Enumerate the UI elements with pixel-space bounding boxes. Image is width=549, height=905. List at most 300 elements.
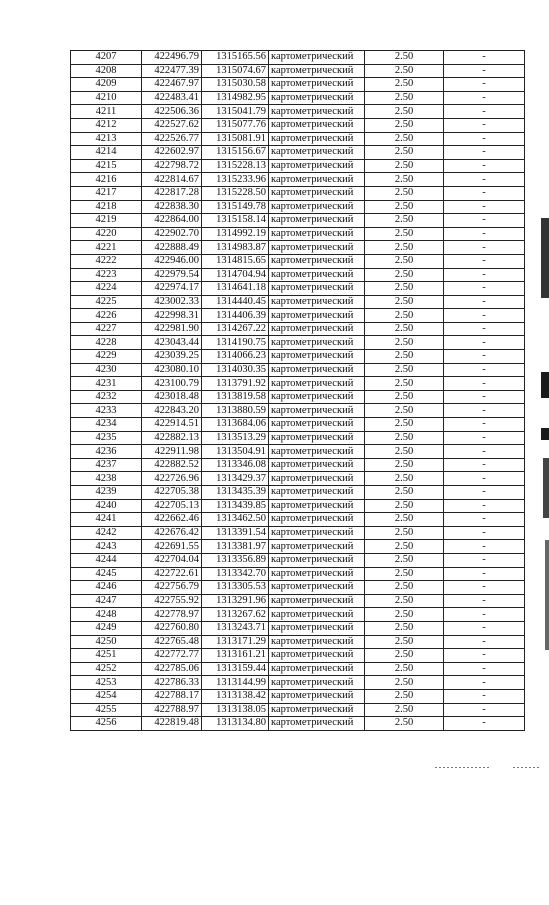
x-coordinate-cell: 422998.31 <box>142 309 202 323</box>
method-cell: картометрический <box>269 404 365 418</box>
y-coordinate-cell: 1315156.67 <box>202 146 269 160</box>
point-number-cell: 4224 <box>71 282 142 296</box>
y-coordinate-cell: 1313171.29 <box>202 635 269 649</box>
description-cell: - <box>444 608 525 622</box>
method-cell: картометрический <box>269 173 365 187</box>
scan-smudge-line <box>513 767 539 768</box>
point-number-cell: 4241 <box>71 513 142 527</box>
method-cell: картометрический <box>269 621 365 635</box>
description-cell: - <box>444 553 525 567</box>
table-row <box>71 241 525 255</box>
y-coordinate-cell: 1314066.23 <box>202 350 269 364</box>
x-coordinate-cell: 422772.77 <box>142 649 202 663</box>
error-cell: 2.50 <box>365 649 444 663</box>
description-cell: - <box>444 363 525 377</box>
table-row <box>71 649 525 663</box>
table-row <box>71 295 525 309</box>
method-cell: картометрический <box>269 336 365 350</box>
method-cell: картометрический <box>269 214 365 228</box>
table-row <box>71 431 525 445</box>
error-cell: 2.50 <box>365 553 444 567</box>
x-coordinate-cell: 423002.33 <box>142 295 202 309</box>
y-coordinate-cell: 1315074.67 <box>202 64 269 78</box>
method-cell: картометрический <box>269 649 365 663</box>
method-cell: картометрический <box>269 64 365 78</box>
x-coordinate-cell: 422467.97 <box>142 78 202 92</box>
method-cell: картометрический <box>269 717 365 731</box>
error-cell: 2.50 <box>365 350 444 364</box>
table-row <box>71 309 525 323</box>
x-coordinate-cell: 422788.97 <box>142 703 202 717</box>
error-cell: 2.50 <box>365 662 444 676</box>
description-cell: - <box>444 581 525 595</box>
y-coordinate-cell: 1313429.37 <box>202 472 269 486</box>
error-cell: 2.50 <box>365 91 444 105</box>
x-coordinate-cell: 422778.97 <box>142 608 202 622</box>
description-cell: - <box>444 51 525 65</box>
method-cell: картометрический <box>269 159 365 173</box>
description-cell: - <box>444 132 525 146</box>
point-number-cell: 4231 <box>71 377 142 391</box>
point-number-cell: 4228 <box>71 336 142 350</box>
point-number-cell: 4222 <box>71 254 142 268</box>
x-coordinate-cell: 422888.49 <box>142 241 202 255</box>
error-cell: 2.50 <box>365 703 444 717</box>
y-coordinate-cell: 1314641.18 <box>202 282 269 296</box>
description-cell: - <box>444 594 525 608</box>
table-row <box>71 703 525 717</box>
description-cell: - <box>444 676 525 690</box>
description-cell: - <box>444 418 525 432</box>
x-coordinate-cell: 422786.33 <box>142 676 202 690</box>
table-row <box>71 268 525 282</box>
x-coordinate-cell: 422882.13 <box>142 431 202 445</box>
x-coordinate-cell: 422819.48 <box>142 717 202 731</box>
point-number-cell: 4252 <box>71 662 142 676</box>
error-cell: 2.50 <box>365 717 444 731</box>
coordinates-table <box>70 50 525 731</box>
description-cell: - <box>444 64 525 78</box>
x-coordinate-cell: 422760.80 <box>142 621 202 635</box>
point-number-cell: 4214 <box>71 146 142 160</box>
y-coordinate-cell: 1315228.13 <box>202 159 269 173</box>
point-number-cell: 4243 <box>71 540 142 554</box>
method-cell: картометрический <box>269 431 365 445</box>
error-cell: 2.50 <box>365 227 444 241</box>
error-cell: 2.50 <box>365 689 444 703</box>
x-coordinate-cell: 422691.55 <box>142 540 202 554</box>
table-row <box>71 78 525 92</box>
method-cell: картометрический <box>269 146 365 160</box>
table-row <box>71 404 525 418</box>
point-number-cell: 4236 <box>71 445 142 459</box>
x-coordinate-cell: 422788.17 <box>142 689 202 703</box>
point-number-cell: 4242 <box>71 526 142 540</box>
y-coordinate-cell: 1314992.19 <box>202 227 269 241</box>
x-coordinate-cell: 422704.04 <box>142 553 202 567</box>
table-row <box>71 540 525 554</box>
error-cell: 2.50 <box>365 594 444 608</box>
scan-edge-mark <box>541 218 549 298</box>
description-cell: - <box>444 662 525 676</box>
table-row <box>71 445 525 459</box>
description-cell: - <box>444 431 525 445</box>
y-coordinate-cell: 1313513.29 <box>202 431 269 445</box>
method-cell: картометрический <box>269 268 365 282</box>
scan-edge-mark <box>543 458 549 518</box>
description-cell: - <box>444 173 525 187</box>
table-row <box>71 377 525 391</box>
y-coordinate-cell: 1313381.97 <box>202 540 269 554</box>
method-cell: картометрический <box>269 390 365 404</box>
method-cell: картометрический <box>269 186 365 200</box>
x-coordinate-cell: 422496.79 <box>142 51 202 65</box>
error-cell: 2.50 <box>365 390 444 404</box>
point-number-cell: 4251 <box>71 649 142 663</box>
y-coordinate-cell: 1313267.62 <box>202 608 269 622</box>
description-cell: - <box>444 390 525 404</box>
error-cell: 2.50 <box>365 377 444 391</box>
error-cell: 2.50 <box>365 268 444 282</box>
y-coordinate-cell: 1313880.59 <box>202 404 269 418</box>
point-number-cell: 4213 <box>71 132 142 146</box>
description-cell: - <box>444 295 525 309</box>
error-cell: 2.50 <box>365 105 444 119</box>
y-coordinate-cell: 1314815.65 <box>202 254 269 268</box>
point-number-cell: 4216 <box>71 173 142 187</box>
description-cell: - <box>444 241 525 255</box>
point-number-cell: 4212 <box>71 118 142 132</box>
table-row <box>71 282 525 296</box>
description-cell: - <box>444 268 525 282</box>
method-cell: картометрический <box>269 703 365 717</box>
error-cell: 2.50 <box>365 241 444 255</box>
table-row <box>71 689 525 703</box>
x-coordinate-cell: 423080.10 <box>142 363 202 377</box>
point-number-cell: 4209 <box>71 78 142 92</box>
x-coordinate-cell: 422527.62 <box>142 118 202 132</box>
point-number-cell: 4207 <box>71 51 142 65</box>
table-row <box>71 146 525 160</box>
error-cell: 2.50 <box>365 445 444 459</box>
x-coordinate-cell: 422662.46 <box>142 513 202 527</box>
y-coordinate-cell: 1315149.78 <box>202 200 269 214</box>
y-coordinate-cell: 1313161.21 <box>202 649 269 663</box>
point-number-cell: 4223 <box>71 268 142 282</box>
x-coordinate-cell: 422814.67 <box>142 173 202 187</box>
y-coordinate-cell: 1315158.14 <box>202 214 269 228</box>
method-cell: картометрический <box>269 322 365 336</box>
y-coordinate-cell: 1313791.92 <box>202 377 269 391</box>
method-cell: картометрический <box>269 377 365 391</box>
error-cell: 2.50 <box>365 159 444 173</box>
error-cell: 2.50 <box>365 513 444 527</box>
method-cell: картометрический <box>269 295 365 309</box>
y-coordinate-cell: 1313391.54 <box>202 526 269 540</box>
description-cell: - <box>444 227 525 241</box>
y-coordinate-cell: 1315228.50 <box>202 186 269 200</box>
y-coordinate-cell: 1313504.91 <box>202 445 269 459</box>
method-cell: картометрический <box>269 689 365 703</box>
method-cell: картометрический <box>269 526 365 540</box>
method-cell: картометрический <box>269 200 365 214</box>
point-number-cell: 4221 <box>71 241 142 255</box>
point-number-cell: 4215 <box>71 159 142 173</box>
error-cell: 2.50 <box>365 322 444 336</box>
point-number-cell: 4240 <box>71 499 142 513</box>
table-row <box>71 254 525 268</box>
table-row <box>71 227 525 241</box>
table-row <box>71 64 525 78</box>
error-cell: 2.50 <box>365 621 444 635</box>
table-row <box>71 363 525 377</box>
point-number-cell: 4250 <box>71 635 142 649</box>
y-coordinate-cell: 1314440.45 <box>202 295 269 309</box>
point-number-cell: 4255 <box>71 703 142 717</box>
error-cell: 2.50 <box>365 581 444 595</box>
description-cell: - <box>444 404 525 418</box>
description-cell: - <box>444 200 525 214</box>
y-coordinate-cell: 1315077.76 <box>202 118 269 132</box>
point-number-cell: 4253 <box>71 676 142 690</box>
scan-edge-mark <box>545 540 549 650</box>
error-cell: 2.50 <box>365 472 444 486</box>
x-coordinate-cell: 422979.54 <box>142 268 202 282</box>
x-coordinate-cell: 422817.28 <box>142 186 202 200</box>
x-coordinate-cell: 423039.25 <box>142 350 202 364</box>
error-cell: 2.50 <box>365 526 444 540</box>
error-cell: 2.50 <box>365 132 444 146</box>
description-cell: - <box>444 689 525 703</box>
error-cell: 2.50 <box>365 78 444 92</box>
table-row <box>71 676 525 690</box>
point-number-cell: 4248 <box>71 608 142 622</box>
description-cell: - <box>444 717 525 731</box>
y-coordinate-cell: 1315233.96 <box>202 173 269 187</box>
table-row <box>71 91 525 105</box>
error-cell: 2.50 <box>365 608 444 622</box>
error-cell: 2.50 <box>365 64 444 78</box>
point-number-cell: 4210 <box>71 91 142 105</box>
point-number-cell: 4219 <box>71 214 142 228</box>
y-coordinate-cell: 1314982.95 <box>202 91 269 105</box>
y-coordinate-cell: 1313684.06 <box>202 418 269 432</box>
point-number-cell: 4229 <box>71 350 142 364</box>
table-row <box>71 472 525 486</box>
method-cell: картометрический <box>269 132 365 146</box>
method-cell: картометрический <box>269 513 365 527</box>
table-row <box>71 526 525 540</box>
error-cell: 2.50 <box>365 363 444 377</box>
description-cell: - <box>444 526 525 540</box>
y-coordinate-cell: 1313435.39 <box>202 486 269 500</box>
point-number-cell: 4208 <box>71 64 142 78</box>
y-coordinate-cell: 1313439.85 <box>202 499 269 513</box>
table-row <box>71 214 525 228</box>
error-cell: 2.50 <box>365 499 444 513</box>
error-cell: 2.50 <box>365 567 444 581</box>
error-cell: 2.50 <box>365 458 444 472</box>
description-cell: - <box>444 186 525 200</box>
x-coordinate-cell: 422974.17 <box>142 282 202 296</box>
x-coordinate-cell: 422838.30 <box>142 200 202 214</box>
description-cell: - <box>444 214 525 228</box>
x-coordinate-cell: 422785.06 <box>142 662 202 676</box>
y-coordinate-cell: 1315041.79 <box>202 105 269 119</box>
description-cell: - <box>444 540 525 554</box>
method-cell: картометрический <box>269 635 365 649</box>
method-cell: картометрический <box>269 486 365 500</box>
point-number-cell: 4238 <box>71 472 142 486</box>
y-coordinate-cell: 1314704.94 <box>202 268 269 282</box>
point-number-cell: 4256 <box>71 717 142 731</box>
method-cell: картометрический <box>269 608 365 622</box>
point-number-cell: 4232 <box>71 390 142 404</box>
point-number-cell: 4234 <box>71 418 142 432</box>
point-number-cell: 4220 <box>71 227 142 241</box>
description-cell: - <box>444 282 525 296</box>
table-row <box>71 118 525 132</box>
description-cell: - <box>444 105 525 119</box>
table-row <box>71 390 525 404</box>
table-row <box>71 486 525 500</box>
table-row <box>71 132 525 146</box>
method-cell: картометрический <box>269 91 365 105</box>
point-number-cell: 4254 <box>71 689 142 703</box>
x-coordinate-cell: 422765.48 <box>142 635 202 649</box>
error-cell: 2.50 <box>365 282 444 296</box>
error-cell: 2.50 <box>365 431 444 445</box>
x-coordinate-cell: 422882.52 <box>142 458 202 472</box>
method-cell: картометрический <box>269 540 365 554</box>
method-cell: картометрический <box>269 553 365 567</box>
y-coordinate-cell: 1313134.80 <box>202 717 269 731</box>
y-coordinate-cell: 1313159.44 <box>202 662 269 676</box>
table-row <box>71 567 525 581</box>
point-number-cell: 4246 <box>71 581 142 595</box>
y-coordinate-cell: 1314190.75 <box>202 336 269 350</box>
error-cell: 2.50 <box>365 676 444 690</box>
table-row <box>71 51 525 65</box>
description-cell: - <box>444 78 525 92</box>
table-row <box>71 662 525 676</box>
y-coordinate-cell: 1313305.53 <box>202 581 269 595</box>
y-coordinate-cell: 1315030.58 <box>202 78 269 92</box>
point-number-cell: 4237 <box>71 458 142 472</box>
error-cell: 2.50 <box>365 214 444 228</box>
error-cell: 2.50 <box>365 254 444 268</box>
point-number-cell: 4218 <box>71 200 142 214</box>
table-row <box>71 635 525 649</box>
table-row <box>71 173 525 187</box>
y-coordinate-cell: 1314267.22 <box>202 322 269 336</box>
description-cell: - <box>444 649 525 663</box>
point-number-cell: 4239 <box>71 486 142 500</box>
table-row <box>71 200 525 214</box>
table-row <box>71 513 525 527</box>
error-cell: 2.50 <box>365 51 444 65</box>
description-cell: - <box>444 445 525 459</box>
x-coordinate-cell: 422946.00 <box>142 254 202 268</box>
method-cell: картометрический <box>269 350 365 364</box>
y-coordinate-cell: 1313243.71 <box>202 621 269 635</box>
y-coordinate-cell: 1313819.58 <box>202 390 269 404</box>
method-cell: картометрический <box>269 662 365 676</box>
point-number-cell: 4247 <box>71 594 142 608</box>
method-cell: картометрический <box>269 254 365 268</box>
table-row <box>71 322 525 336</box>
table-row <box>71 717 525 731</box>
table-row <box>71 336 525 350</box>
description-cell: - <box>444 322 525 336</box>
table-row <box>71 608 525 622</box>
method-cell: картометрический <box>269 118 365 132</box>
description-cell: - <box>444 458 525 472</box>
method-cell: картометрический <box>269 105 365 119</box>
description-cell: - <box>444 513 525 527</box>
table-row <box>71 594 525 608</box>
method-cell: картометрический <box>269 282 365 296</box>
x-coordinate-cell: 422755.92 <box>142 594 202 608</box>
table-row <box>71 418 525 432</box>
description-cell: - <box>444 146 525 160</box>
description-cell: - <box>444 309 525 323</box>
point-number-cell: 4245 <box>71 567 142 581</box>
point-number-cell: 4230 <box>71 363 142 377</box>
y-coordinate-cell: 1313144.99 <box>202 676 269 690</box>
point-number-cell: 4227 <box>71 322 142 336</box>
point-number-cell: 4226 <box>71 309 142 323</box>
y-coordinate-cell: 1313356.89 <box>202 553 269 567</box>
x-coordinate-cell: 422676.42 <box>142 526 202 540</box>
method-cell: картометрический <box>269 445 365 459</box>
table-row <box>71 621 525 635</box>
error-cell: 2.50 <box>365 404 444 418</box>
method-cell: картометрический <box>269 78 365 92</box>
x-coordinate-cell: 423100.79 <box>142 377 202 391</box>
description-cell: - <box>444 118 525 132</box>
table-row <box>71 186 525 200</box>
method-cell: картометрический <box>269 472 365 486</box>
x-coordinate-cell: 423018.48 <box>142 390 202 404</box>
y-coordinate-cell: 1315081.91 <box>202 132 269 146</box>
description-cell: - <box>444 567 525 581</box>
y-coordinate-cell: 1313138.05 <box>202 703 269 717</box>
error-cell: 2.50 <box>365 336 444 350</box>
description-cell: - <box>444 472 525 486</box>
method-cell: картометрический <box>269 51 365 65</box>
x-coordinate-cell: 422705.38 <box>142 486 202 500</box>
error-cell: 2.50 <box>365 173 444 187</box>
y-coordinate-cell: 1313346.08 <box>202 458 269 472</box>
scan-edge-mark <box>541 372 549 398</box>
point-number-cell: 4217 <box>71 186 142 200</box>
point-number-cell: 4244 <box>71 553 142 567</box>
x-coordinate-cell: 422902.70 <box>142 227 202 241</box>
description-cell: - <box>444 159 525 173</box>
x-coordinate-cell: 422843.20 <box>142 404 202 418</box>
error-cell: 2.50 <box>365 118 444 132</box>
table-row <box>71 499 525 513</box>
method-cell: картометрический <box>269 227 365 241</box>
y-coordinate-cell: 1315165.56 <box>202 51 269 65</box>
error-cell: 2.50 <box>365 309 444 323</box>
table-row <box>71 105 525 119</box>
description-cell: - <box>444 377 525 391</box>
y-coordinate-cell: 1314030.35 <box>202 363 269 377</box>
point-number-cell: 4233 <box>71 404 142 418</box>
description-cell: - <box>444 336 525 350</box>
